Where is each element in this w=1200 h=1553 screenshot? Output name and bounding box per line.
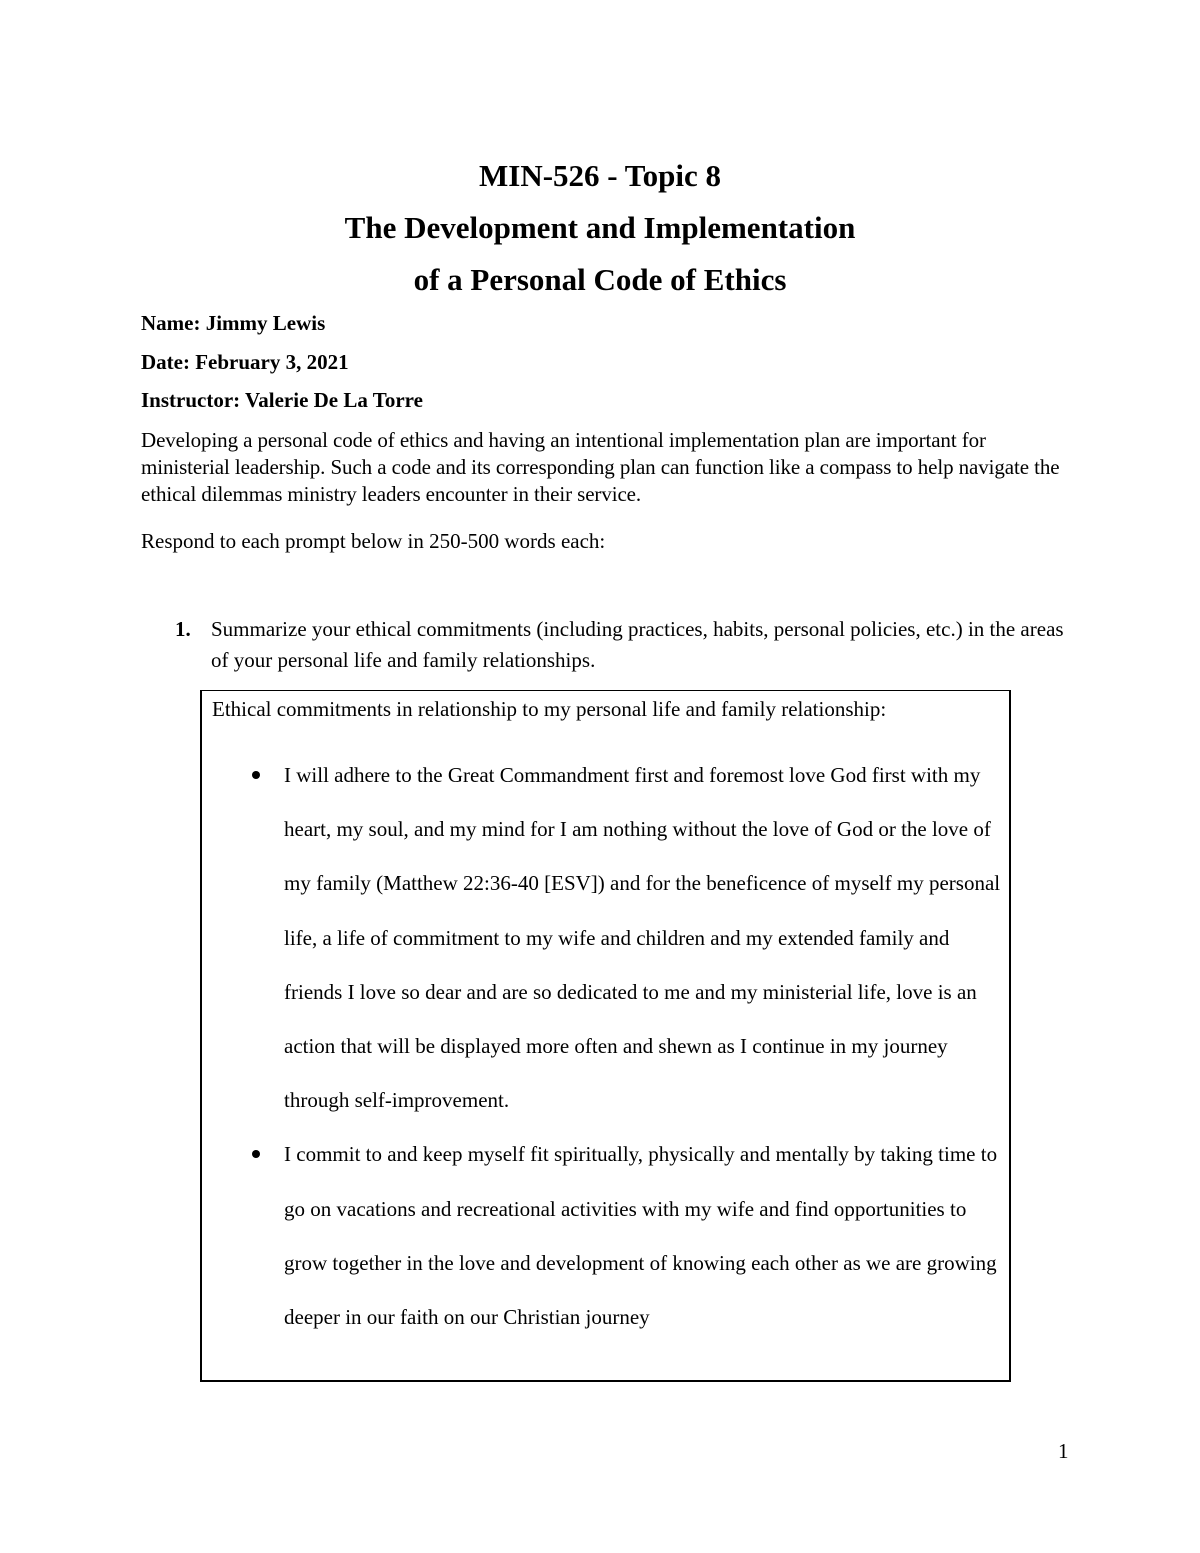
page-number: 1 xyxy=(1058,1439,1069,1463)
student-name: Name: Jimmy Lewis xyxy=(141,311,326,335)
bullet-dot-icon xyxy=(252,771,260,779)
question-item xyxy=(175,614,1065,676)
title-line-course: MIN-526 - Topic 8 xyxy=(479,158,721,193)
document-title xyxy=(0,150,1200,306)
answer-box xyxy=(200,690,1011,1382)
intro-paragraph: Developing a personal code of ethics and having an intentional implementation plan are important for ministerial leadership. Such a code and its corresponding plan can function like a compass to help navigate the ethical dilemmas ministry leaders encounter in their service. xyxy=(141,428,1060,506)
bullet-text: I commit to and keep myself fit spiritually, physically and mentally by taking time to go on vacations and recreational activities with my wife and find opportunities to grow together in the love and development of knowing each other as we are growing deeper in our faith on our Christian journey xyxy=(284,1142,998,1330)
instructor-name: Instructor: Valerie De La Torre xyxy=(141,388,423,412)
title-line-subject: The Development and Implementation xyxy=(344,210,856,245)
list-item xyxy=(202,1127,1011,1344)
answer-heading: Ethical commitments in relationship to my personal life and family relationship: xyxy=(212,697,887,721)
submission-date: Date: February 3, 2021 xyxy=(141,350,349,374)
question-number: 1. xyxy=(175,617,191,641)
list-item xyxy=(202,748,1011,1127)
title-line-subject-continued: of a Personal Code of Ethics xyxy=(413,262,787,297)
bullet-text: I will adhere to the Great Commandment first and foremost love God first with my heart, my soul, and my mind for I am nothing without the love of God or the love of my family (Matthew 22:36-40 [ESV]) and for the beneficence of myself my personal life, a life of commitment to my wife and children and my extended family and friends I love so dear and are so dedicated to me and my ministerial life, love is an action that will be displayed more often and shewn as I continue in my journey through self-improvement. xyxy=(284,763,1001,1113)
respond-instruction: Respond to each prompt below in 250-500 words each: xyxy=(141,529,606,553)
bullet-dot-icon xyxy=(252,1150,260,1158)
question-text: Summarize your ethical commitments (including practices, habits, personal policies, etc.) in the areas of your personal life and family relationships. xyxy=(211,617,1064,672)
answer-bullet-list xyxy=(202,748,1011,1344)
